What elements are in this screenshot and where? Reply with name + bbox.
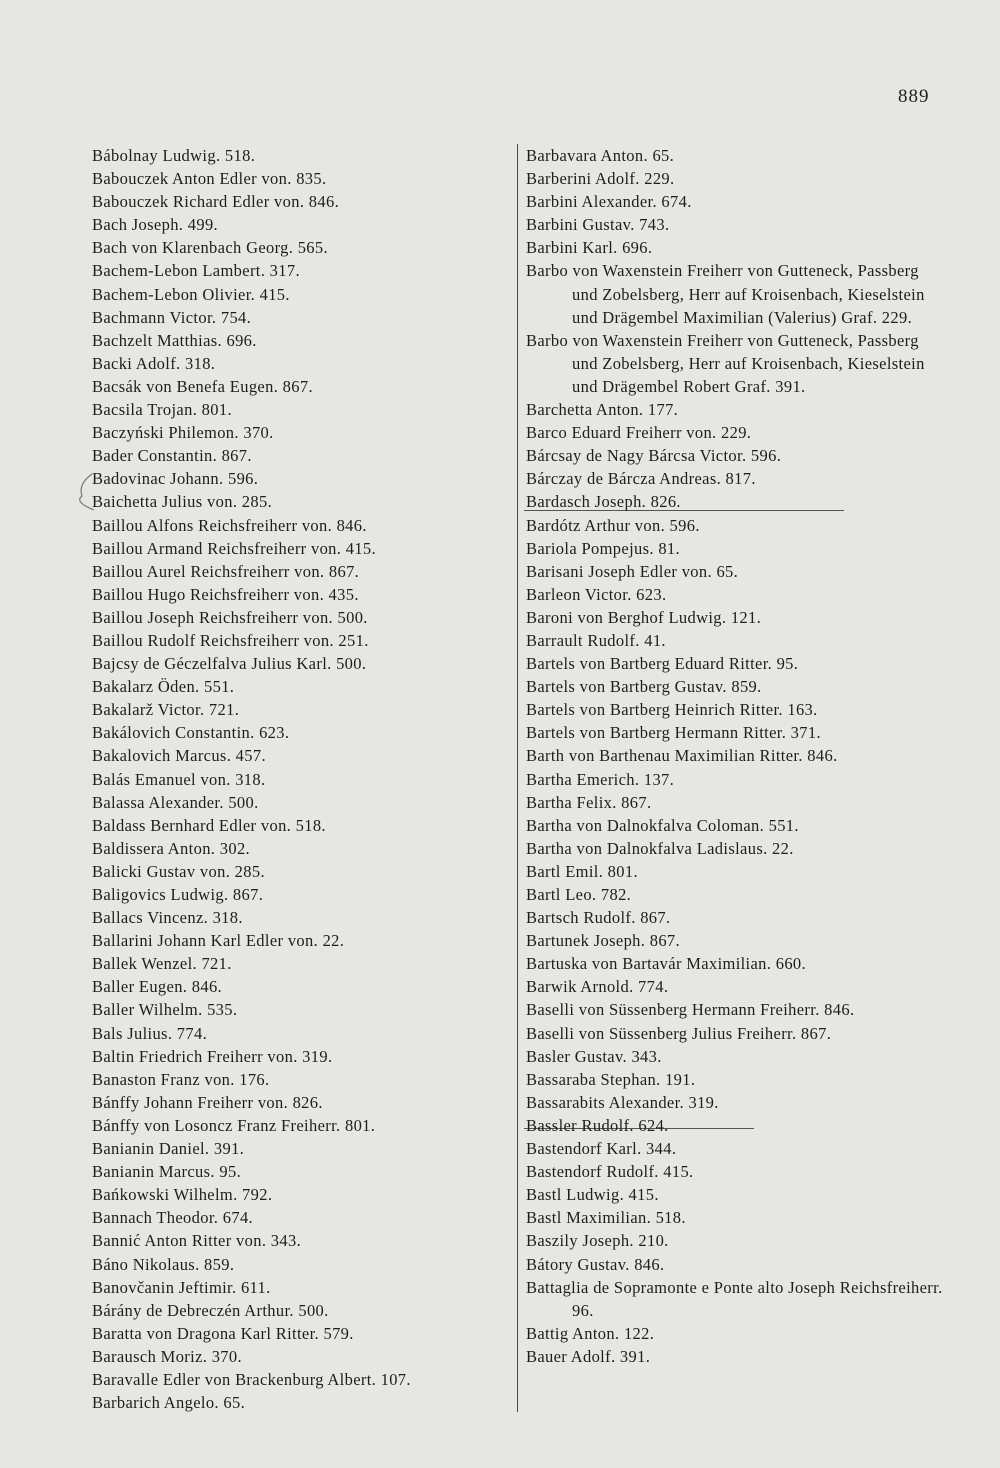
index-entry: Bader Constantin. 867. — [92, 446, 252, 466]
index-entry: Baroni von Berghof Ludwig. 121. — [526, 607, 762, 627]
index-entry: Babouczek Richard Edler von. 846. — [92, 192, 340, 212]
index-entry: Bárcsay de Nagy Bárcsa Victor. 596. — [526, 446, 782, 466]
index-entry: Bartl Leo. 782. — [526, 885, 632, 904]
index-entry: Baillou Armand Reichsfreiherr von. 415. — [92, 538, 377, 558]
index-entry: Battaglia de Sopramonte e Ponte alto Joseph Reichsfreiherr. 96. — [526, 1277, 943, 1320]
index-entry: Bardótz Arthur von. 596. — [526, 515, 700, 535]
index-entry: Baller Eugen. 846. — [92, 977, 223, 997]
index-entry: Bartsch Rudolf. 867. — [526, 908, 671, 928]
index-entry: Barrault Rudolf. 41. — [526, 630, 666, 650]
index-entry: Bannić Anton Ritter von. 343. — [92, 1231, 302, 1251]
index-entry: Barbini Karl. 696. — [526, 238, 653, 258]
index-entry: Balassa Alexander. 500. — [92, 792, 259, 812]
index-entry: Barbavara Anton. 65. — [526, 146, 675, 165]
index-entry: Baratta von Dragona Karl Ritter. 579. — [92, 1323, 354, 1343]
index-entry: Bacsák von Benefa Eugen. 867. — [92, 376, 313, 396]
index-entry: Bańkowski Wilhelm. 792. — [92, 1185, 273, 1205]
index-entry: Barberini Adolf. 229. — [526, 169, 675, 189]
index-entry: Ballarini Johann Karl Edler von. 22. — [92, 931, 345, 951]
index-entry: Basler Gustav. 343. — [526, 1046, 662, 1066]
index-entry: Bachmann Victor. 754. — [92, 307, 252, 327]
index-entry: Bartuska von Bartavár Maximilian. 660. — [526, 954, 806, 974]
index-entry: Bach von Klarenbach Georg. 565. — [92, 238, 328, 258]
index-entry: Balás Emanuel von. 318. — [92, 769, 266, 789]
index-entry: Bassarabits Alexander. 319. — [526, 1092, 719, 1112]
index-entry: Banaston Franz von. 176. — [92, 1069, 270, 1089]
index-entry: Bassaraba Stephan. 191. — [526, 1069, 696, 1089]
index-entry: Bárány de Debreczén Arthur. 500. — [92, 1300, 329, 1320]
index-entry: Banovčanin Jeftimir. 611. — [92, 1277, 271, 1297]
index-entry: Barbarich Angelo. 65. — [92, 1393, 246, 1413]
index-entry: Banianin Daniel. 391. — [92, 1139, 245, 1159]
index-entry: Backi Adolf. 318. — [92, 353, 216, 373]
index-entry: Bakalarz Öden. 551. — [92, 677, 235, 697]
index-entry: Bastendorf Karl. 344. — [526, 1139, 677, 1159]
index-entry: Baillou Alfons Reichsfreiherr von. 846. — [92, 515, 367, 535]
index-entry: Bartels von Bartberg Hermann Ritter. 371. — [526, 723, 821, 743]
index-entry: Barchetta Anton. 177. — [526, 400, 679, 420]
index-entry: Bartha von Dalnokfalva Ladislaus. 22. — [526, 838, 794, 858]
index-entry: Bauer Adolf. 391. — [526, 1346, 651, 1366]
index-entry: Barco Eduard Freiherr von. 229. — [526, 423, 752, 443]
page-number: 889 — [898, 86, 930, 107]
index-entry: Bartha Emerich. 137. — [526, 769, 675, 789]
index-entry: Barth von Barthenau Maximilian Ritter. 846. — [526, 746, 838, 766]
index-entry: Baller Wilhelm. 535. — [92, 1000, 238, 1020]
index-entry: Bastl Ludwig. 415. — [526, 1185, 659, 1205]
index-entry: Baselli von Süssenberg Hermann Freiherr. 846. — [526, 1000, 855, 1020]
index-entry: Baldass Bernhard Edler von. 518. — [92, 815, 326, 835]
index-entry: Baillou Joseph Reichsfreiherr von. 500. — [92, 607, 368, 627]
index-entry: Barbo von Waxenstein Freiherr von Gutteneck, Passberg und Zobelsberg, Herr auf Kroisenbach, Kieselstein und Drägembel Robert Graf. 391. — [526, 330, 925, 396]
index-entry: Baszily Joseph. 210. — [526, 1231, 669, 1251]
index-entry: Bánffy Johann Freiherr von. 826. — [92, 1092, 323, 1112]
column-divider — [517, 144, 518, 1412]
index-entry: Baravalle Edler von Brackenburg Albert. 107. — [92, 1369, 411, 1389]
index-entry: Baillou Aurel Reichsfreiherr von. 867. — [92, 561, 360, 581]
index-entry: Baczyński Philemon. 370. — [92, 423, 274, 443]
index-entry: Bals Julius. 774. — [92, 1023, 208, 1043]
index-entry: Bardasch Joseph. 826. — [526, 492, 681, 512]
index-entry: Barbini Gustav. 743. — [526, 215, 670, 235]
index-entry: Bakalovich Marcus. 457. — [92, 746, 266, 766]
index-entry: Baltin Friedrich Freiherr von. 319. — [92, 1046, 333, 1066]
index-entry: Bárczay de Bárcza Andreas. 817. — [526, 469, 756, 489]
index-entry: Bach Joseph. 499. — [92, 215, 219, 235]
index-entry: Barleon Victor. 623. — [526, 584, 667, 604]
index-entry: Bartha Felix. 867. — [526, 792, 652, 812]
index-entry: Bacsila Trojan. 801. — [92, 400, 232, 420]
index-entry: Bartels von Bartberg Heinrich Ritter. 163. — [526, 700, 818, 720]
index-entry: Barbini Alexander. 674. — [526, 192, 692, 212]
index-entry: Barausch Moriz. 370. — [92, 1346, 242, 1366]
index-entry: Bastendorf Rudolf. 415. — [526, 1162, 694, 1182]
index-entry: Bakálovich Constantin. 623. — [92, 723, 290, 743]
index-entry: Bannach Theodor. 674. — [92, 1208, 254, 1228]
index-entry: Baichetta Julius von. 285. — [92, 492, 273, 512]
index-entry: Ballacs Vincenz. 318. — [92, 908, 243, 928]
index-entry: Bartels von Bartberg Gustav. 859. — [526, 677, 762, 697]
index-entry: Baldissera Anton. 302. — [92, 838, 251, 858]
index-entry: Bakalarž Victor. 721. — [92, 700, 240, 720]
index-entry: Bartl Emil. 801. — [526, 861, 638, 881]
index-entry: Bánffy von Losoncz Franz Freiherr. 801. — [92, 1115, 376, 1135]
right-column — [526, 144, 946, 1368]
index-entry: Bábolnay Ludwig. 518. — [92, 146, 256, 165]
index-entry: Barbo von Waxenstein Freiherr von Gutteneck, Passberg und Zobelsberg, Herr auf Kroisenbach, Kieselstein und Drägembel Maximilian (Valerius) Graf. 229. — [526, 261, 925, 327]
index-entry: Bastl Maximilian. 518. — [526, 1208, 686, 1228]
index-entry: Bachem-Lebon Olivier. 415. — [92, 284, 290, 304]
index-entry: Battig Anton. 122. — [526, 1323, 655, 1343]
index-entry: Baillou Hugo Reichsfreiherr von. 435. — [92, 584, 359, 604]
index-entry: Badovinac Johann. 596. — [92, 469, 259, 489]
index-entry: Bariola Pompejus. 81. — [526, 538, 681, 558]
index-entry: Bartels von Bartberg Eduard Ritter. 95. — [526, 654, 799, 674]
index-entry: Bartha von Dalnokfalva Coloman. 551. — [526, 815, 799, 835]
index-entry: Baillou Rudolf Reichsfreiherr von. 251. — [92, 630, 369, 650]
index-entry: Babouczek Anton Edler von. 835. — [92, 169, 327, 189]
index-entry: Baligovics Ludwig. 867. — [92, 885, 264, 904]
index-entry: Bassler Rudolf. 624. — [526, 1115, 669, 1135]
index-entry: Bachem-Lebon Lambert. 317. — [92, 261, 300, 281]
index-entry: Ballek Wenzel. 721. — [92, 954, 232, 974]
index-entry: Bartunek Joseph. 867. — [526, 931, 680, 951]
index-entry: Barisani Joseph Edler von. 65. — [526, 561, 739, 581]
index-entry: Báno Nikolaus. 859. — [92, 1254, 235, 1274]
left-column — [92, 144, 504, 1414]
index-entry: Bachzelt Matthias. 696. — [92, 330, 257, 350]
index-entry: Barwik Arnold. 774. — [526, 977, 669, 997]
index-entry: Baselli von Süssenberg Julius Freiherr. 867. — [526, 1023, 832, 1043]
index-entry: Bajcsy de Géczelfalva Julius Karl. 500. — [92, 654, 367, 674]
index-entry: Balicki Gustav von. 285. — [92, 861, 265, 881]
index-entry: Bátory Gustav. 846. — [526, 1254, 665, 1274]
index-entry: Banianin Marcus. 95. — [92, 1162, 242, 1182]
